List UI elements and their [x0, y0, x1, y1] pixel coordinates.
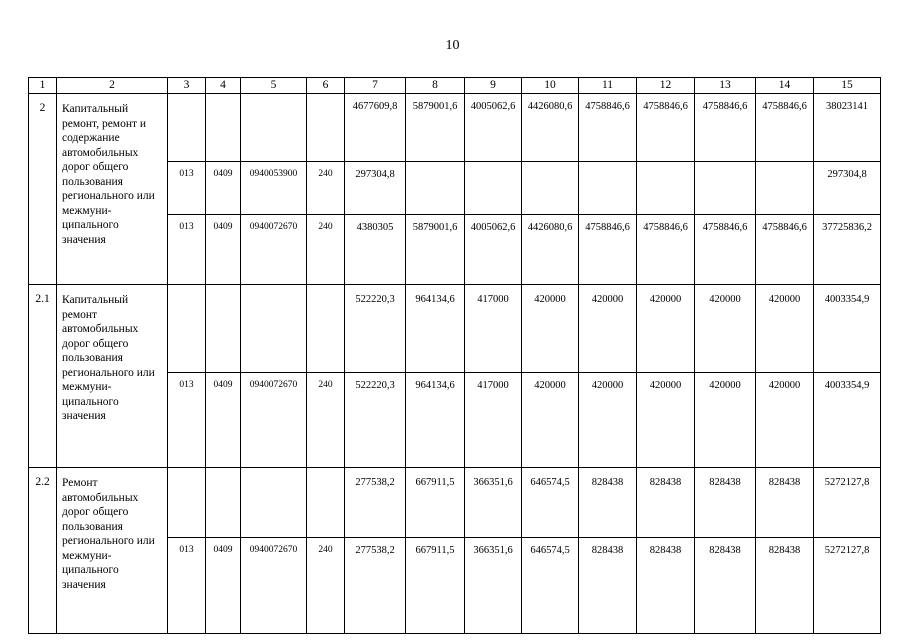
- table-cell: [241, 285, 307, 373]
- table-cell: [307, 94, 345, 162]
- table-cell: 828438: [579, 538, 637, 634]
- table-cell: 4758846,6: [756, 94, 814, 162]
- table-cell: 964134,6: [406, 285, 465, 373]
- table-cell: [241, 94, 307, 162]
- table-cell: 4758846,6: [695, 94, 756, 162]
- col-header: 8: [406, 78, 465, 94]
- table-cell: 420000: [579, 373, 637, 468]
- table-cell: 828438: [756, 538, 814, 634]
- table-cell: 240: [307, 538, 345, 634]
- table-cell: 420000: [695, 285, 756, 373]
- table-cell: 277538,2: [345, 538, 406, 634]
- col-header: 1: [29, 78, 57, 94]
- row-description: Капитальный ремонт автомобильных дорог общего пользования регионального или межмуни-ципального значения: [57, 285, 168, 468]
- table-cell: 420000: [522, 285, 579, 373]
- col-header: 6: [307, 78, 345, 94]
- table-cell: 522220,3: [345, 285, 406, 373]
- table-cell: 5879001,6: [406, 215, 465, 285]
- table-cell: [307, 285, 345, 373]
- table-cell: 37725836,2: [814, 215, 881, 285]
- table-cell: 297304,8: [814, 162, 881, 215]
- table-cell: 0940072670: [241, 538, 307, 634]
- table-cell: 240: [307, 162, 345, 215]
- col-header: 3: [168, 78, 206, 94]
- table-cell: [168, 468, 206, 538]
- table-cell: 828438: [695, 468, 756, 538]
- table-cell: [307, 468, 345, 538]
- table-cell: 420000: [637, 373, 695, 468]
- table-cell: 417000: [465, 373, 522, 468]
- table-row: [29, 468, 881, 538]
- table-cell: 0409: [206, 538, 241, 634]
- table-cell: 522220,3: [345, 373, 406, 468]
- table-cell: 240: [307, 215, 345, 285]
- table-cell: 420000: [756, 285, 814, 373]
- table-cell: 4003354,9: [814, 373, 881, 468]
- table-cell: 013: [168, 162, 206, 215]
- col-header: 14: [756, 78, 814, 94]
- table-cell: [522, 162, 579, 215]
- table-cell: [168, 94, 206, 162]
- table-cell: 4380305: [345, 215, 406, 285]
- table-cell: 828438: [637, 538, 695, 634]
- table-cell: 4005062,6: [465, 215, 522, 285]
- row-number: 2.2: [29, 468, 57, 634]
- table-cell: 4005062,6: [465, 94, 522, 162]
- table-cell: [168, 285, 206, 373]
- col-header: 11: [579, 78, 637, 94]
- table-cell: 420000: [637, 285, 695, 373]
- table-cell: 667911,5: [406, 538, 465, 634]
- table-cell: [206, 468, 241, 538]
- row-description: Капитальный ремонт, ремонт и содержание автомобильных дорог общего пользования регионального или межмуни-ципального значения: [57, 94, 168, 285]
- table-cell: 4758846,6: [756, 215, 814, 285]
- table-cell: 4758846,6: [637, 215, 695, 285]
- col-header: 9: [465, 78, 522, 94]
- table-cell: 4426080,6: [522, 215, 579, 285]
- table-cell: 420000: [522, 373, 579, 468]
- table-cell: [637, 162, 695, 215]
- col-header: 4: [206, 78, 241, 94]
- table-cell: 5272127,8: [814, 468, 881, 538]
- table-cell: 0940072670: [241, 373, 307, 468]
- row-number: 2.1: [29, 285, 57, 468]
- table-cell: [465, 162, 522, 215]
- col-header: 15: [814, 78, 881, 94]
- table-cell: 366351,6: [465, 538, 522, 634]
- table-cell: [695, 162, 756, 215]
- table-cell: 964134,6: [406, 373, 465, 468]
- table-cell: 4758846,6: [695, 215, 756, 285]
- col-header: 12: [637, 78, 695, 94]
- table-cell: [756, 162, 814, 215]
- table-cell: 4003354,9: [814, 285, 881, 373]
- table-cell: 5879001,6: [406, 94, 465, 162]
- table-cell: 4677609,8: [345, 94, 406, 162]
- table-cell: 0940053900: [241, 162, 307, 215]
- col-header: 2: [57, 78, 168, 94]
- table-cell: 646574,5: [522, 468, 579, 538]
- table-cell: 013: [168, 373, 206, 468]
- table-cell: 417000: [465, 285, 522, 373]
- table-cell: [579, 162, 637, 215]
- table-cell: 38023141: [814, 94, 881, 162]
- table-cell: 366351,6: [465, 468, 522, 538]
- table-cell: 420000: [756, 373, 814, 468]
- table-cell: 828438: [579, 468, 637, 538]
- table-cell: 828438: [695, 538, 756, 634]
- table-row: [29, 94, 881, 162]
- table-cell: 4758846,6: [579, 94, 637, 162]
- table-cell: 240: [307, 373, 345, 468]
- table-cell: [406, 162, 465, 215]
- table-cell: 646574,5: [522, 538, 579, 634]
- table-cell: 013: [168, 538, 206, 634]
- table-cell: 0409: [206, 373, 241, 468]
- row-description: Ремонт автомобильных дорог общего пользования регионального или межмуни-ципального значения: [57, 468, 168, 634]
- table-cell: 277538,2: [345, 468, 406, 538]
- table-cell: [206, 285, 241, 373]
- table-cell: [241, 468, 307, 538]
- row-number: 2: [29, 94, 57, 285]
- table-cell: 297304,8: [345, 162, 406, 215]
- table-cell: 0409: [206, 162, 241, 215]
- table-row: [29, 285, 881, 373]
- table-cell: 4426080,6: [522, 94, 579, 162]
- col-header: 5: [241, 78, 307, 94]
- budget-table: [28, 77, 881, 634]
- col-header: 13: [695, 78, 756, 94]
- table-cell: 828438: [756, 468, 814, 538]
- table-cell: [206, 94, 241, 162]
- page-number: 10: [445, 38, 460, 53]
- header-row: [29, 78, 881, 94]
- table-cell: 420000: [579, 285, 637, 373]
- table-cell: 4758846,6: [579, 215, 637, 285]
- table-cell: 5272127,8: [814, 538, 881, 634]
- col-header: 7: [345, 78, 406, 94]
- table-cell: 420000: [695, 373, 756, 468]
- table-cell: 013: [168, 215, 206, 285]
- table-cell: 0409: [206, 215, 241, 285]
- table-cell: 667911,5: [406, 468, 465, 538]
- table-cell: 828438: [637, 468, 695, 538]
- table-cell: 0940072670: [241, 215, 307, 285]
- table-cell: 4758846,6: [637, 94, 695, 162]
- col-header: 10: [522, 78, 579, 94]
